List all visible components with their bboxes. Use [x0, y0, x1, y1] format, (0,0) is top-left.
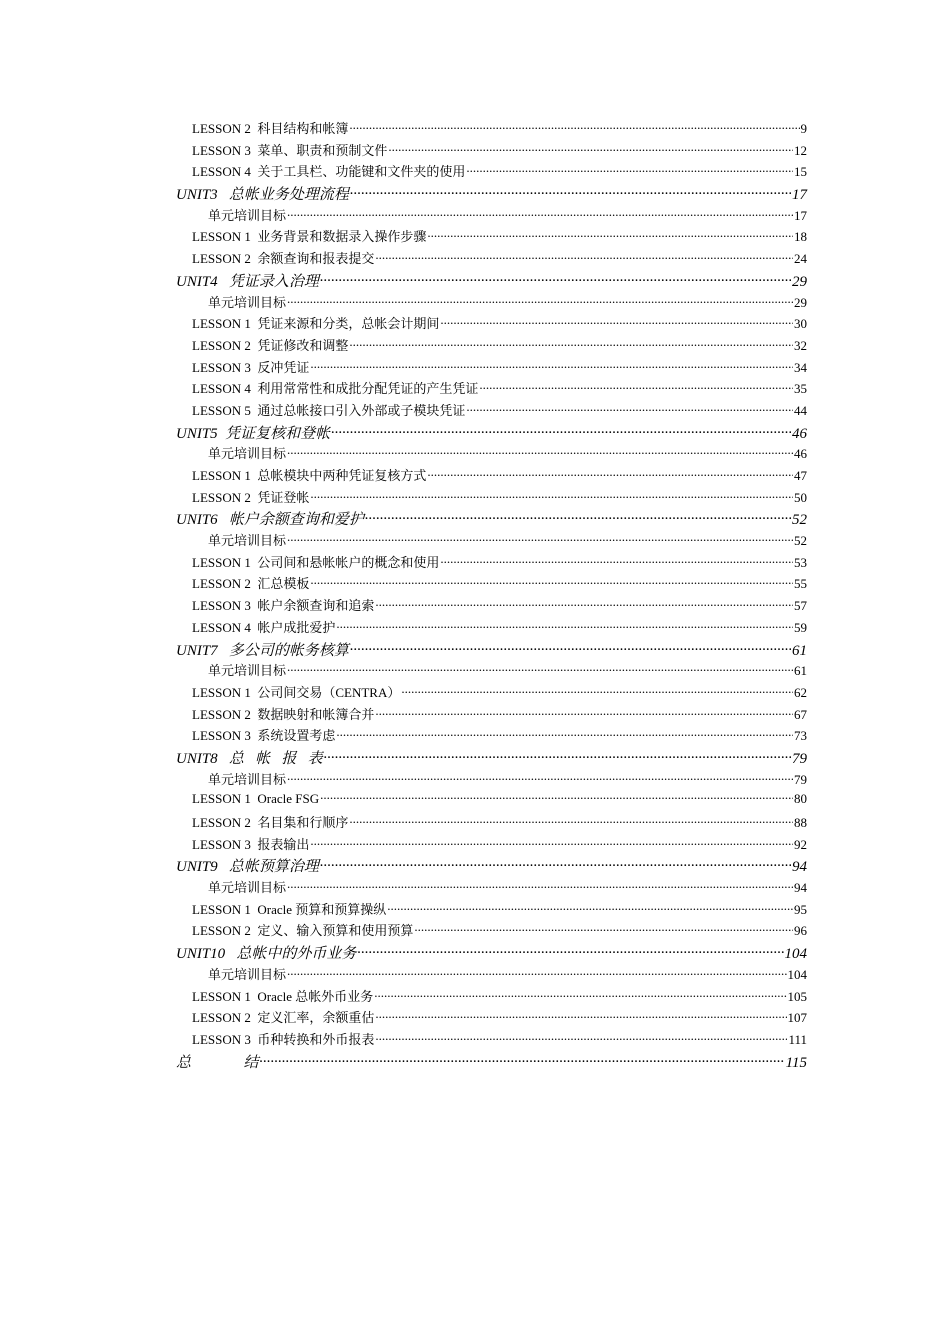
toc-entry-title: LESSON 3 菜单、职责和预制文件	[192, 142, 388, 158]
toc-page-number: 46	[794, 446, 807, 462]
toc-unit-entry[interactable]	[0, 639, 807, 661]
toc-page-number: 17	[794, 207, 807, 223]
dot-leader	[427, 467, 793, 480]
toc-lesson-entry[interactable]	[0, 899, 807, 921]
toc-lesson-entry[interactable]	[0, 704, 807, 726]
dot-leader	[414, 922, 793, 935]
toc-entry-title: LESSON 3 报表输出	[192, 836, 310, 852]
toc-objective-entry[interactable]	[0, 530, 807, 552]
toc-lesson-entry[interactable]	[0, 313, 807, 335]
toc-entry-title: 单元培训目标	[208, 207, 287, 223]
dot-leader	[320, 790, 793, 803]
toc-page-number: 44	[794, 402, 807, 418]
dot-leader	[349, 337, 793, 350]
toc-entry-title: LESSON 2 凭证登帐	[192, 489, 310, 505]
toc-unit-entry[interactable]	[0, 270, 807, 292]
toc-page-number: 9	[800, 121, 807, 136]
toc-page-number: 115	[785, 1054, 807, 1071]
toc-entry-title: LESSON 2 数据映射和帐簿合并	[192, 706, 375, 722]
toc-page-number: 111	[788, 1031, 807, 1047]
dot-leader	[440, 315, 793, 328]
dot-leader	[310, 575, 793, 588]
toc-entry-title: 单元培训目标	[208, 294, 287, 310]
toc-lesson-entry[interactable]	[0, 725, 807, 747]
toc-summary-entry[interactable]	[0, 1051, 807, 1073]
toc-entry-title: LESSON 2 科目结构和帐簿	[192, 121, 349, 136]
toc-page-number: 105	[787, 988, 807, 1004]
toc-lesson-entry[interactable]	[0, 118, 807, 140]
toc-page-number: 61	[792, 642, 807, 659]
dot-leader	[375, 1009, 786, 1022]
dot-leader	[287, 532, 793, 545]
dot-leader	[387, 901, 793, 914]
toc-lesson-entry[interactable]	[0, 1007, 807, 1029]
dot-leader	[310, 489, 793, 502]
toc-lesson-entry[interactable]	[0, 357, 807, 379]
dot-leader	[357, 943, 783, 958]
toc-unit-entry[interactable]	[0, 855, 807, 877]
toc-lesson-entry[interactable]	[0, 573, 807, 595]
toc-page-number: 95	[794, 901, 807, 917]
dot-leader	[427, 228, 793, 241]
toc-page-number: 32	[794, 337, 807, 353]
toc-objective-entry[interactable]	[0, 660, 807, 682]
toc-entry-title: UNIT8 总 帐 报 表	[176, 750, 323, 767]
dot-leader	[479, 380, 793, 393]
toc-page-number: 61	[794, 663, 807, 679]
toc-page-number: 94	[792, 859, 807, 876]
dot-leader	[374, 988, 786, 1001]
toc-lesson-entry[interactable]	[0, 812, 807, 834]
toc-page-number: 104	[784, 946, 807, 963]
toc-page-number: 18	[794, 229, 807, 245]
toc-page-number: 62	[794, 684, 807, 700]
toc-page-number: 96	[794, 923, 807, 939]
toc-objective-entry[interactable]	[0, 769, 807, 791]
toc-unit-entry[interactable]	[0, 942, 807, 964]
dot-leader	[287, 294, 793, 307]
toc-page-number: 15	[794, 164, 807, 180]
dot-leader	[375, 597, 793, 610]
dot-leader	[336, 727, 793, 740]
dot-leader	[320, 856, 791, 871]
dot-leader	[320, 271, 791, 286]
toc-page-number: 88	[794, 815, 807, 830]
toc-objective-entry[interactable]	[0, 964, 807, 986]
toc-entry-title: 单元培训目标	[208, 771, 287, 787]
toc-entry-title: LESSON 4 利用常常性和成批分配凭证的产生凭证	[192, 381, 479, 397]
toc-entry-title: LESSON 4 关于工具栏、功能键和文件夹的使用	[192, 164, 466, 180]
toc-page-number: 80	[794, 791, 807, 807]
toc-page-number: 104	[787, 966, 807, 982]
toc-lesson-entry[interactable]	[0, 920, 807, 942]
toc-objective-entry[interactable]	[0, 877, 807, 899]
toc-entry-title: UNIT10 总帐中的外币业务	[176, 946, 357, 963]
toc-entry-title: 单元培训目标	[208, 966, 287, 982]
dot-leader	[349, 814, 793, 827]
dot-leader	[260, 1052, 785, 1067]
toc-lesson-entry[interactable]	[0, 487, 807, 509]
dot-leader	[375, 1031, 787, 1044]
dot-leader	[350, 184, 791, 199]
toc-page-number: 52	[794, 533, 807, 549]
dot-leader	[375, 250, 793, 263]
toc-entry-title: 单元培训目标	[208, 880, 287, 896]
toc-page-number: 29	[794, 294, 807, 310]
toc-lesson-entry[interactable]	[0, 790, 807, 812]
toc-entry-title: LESSON 1 凭证来源和分类，总帐会计期间	[192, 316, 440, 332]
toc-lesson-entry[interactable]	[0, 552, 807, 574]
dot-leader	[287, 879, 793, 892]
dot-leader	[287, 207, 793, 220]
toc-objective-entry[interactable]	[0, 443, 807, 465]
dot-leader	[287, 445, 793, 458]
toc-page-number: 55	[794, 576, 807, 592]
toc-entry-title: LESSON 1 Oracle 预算和预算操纵	[192, 901, 387, 917]
toc-lesson-entry[interactable]	[0, 161, 807, 183]
toc-page-number: 57	[794, 598, 807, 614]
toc-page-number: 30	[794, 316, 807, 332]
toc-entry-title: LESSON 2 定义、输入预算和使用预算	[192, 923, 414, 939]
toc-entry-title: LESSON 4 帐户成批爱护	[192, 619, 336, 635]
toc-entry-title: 单元培训目标	[208, 446, 287, 462]
toc-lesson-entry[interactable]	[0, 617, 807, 639]
dot-leader	[440, 554, 793, 567]
toc-entry-title: LESSON 2 汇总模板	[192, 576, 310, 592]
toc-page-number: 47	[794, 468, 807, 483]
toc-unit-entry[interactable]	[0, 508, 807, 530]
dot-leader	[466, 402, 793, 415]
dot-leader	[365, 509, 791, 524]
toc-page-number: 79	[794, 771, 807, 787]
toc-objective-entry[interactable]	[0, 205, 807, 227]
toc-lesson-entry[interactable]	[0, 595, 807, 617]
toc-entry-title: LESSON 2 名目集和行顺序	[192, 815, 349, 830]
toc-lesson-entry[interactable]	[0, 834, 807, 856]
toc-page-number: 79	[792, 750, 807, 767]
toc-entry-title: LESSON 3 帐户余额查询和追索	[192, 598, 375, 614]
dot-leader	[336, 619, 793, 632]
toc-lesson-entry[interactable]	[0, 226, 807, 248]
toc-page-number: 92	[794, 836, 807, 852]
toc-lesson-entry[interactable]	[0, 465, 807, 487]
dot-leader	[287, 662, 793, 675]
toc-entry-title: LESSON 5 通过总帐接口引入外部或子模块凭证	[192, 402, 466, 418]
toc-page-number: 17	[792, 187, 807, 204]
toc-lesson-entry[interactable]	[0, 140, 807, 162]
dot-leader	[466, 163, 793, 176]
toc-entry-title: LESSON 1 Oracle 总帐外币业务	[192, 988, 374, 1004]
toc-entry-title: UNIT5 凭证复核和登帐	[176, 425, 331, 442]
dot-leader	[310, 359, 793, 372]
dot-leader	[350, 640, 791, 655]
toc-entry-title: 总 结	[176, 1054, 259, 1071]
toc-entry-title: 单元培训目标	[208, 663, 287, 679]
toc-page-number: 12	[794, 142, 807, 158]
toc-entry-title: LESSON 3 反冲凭证	[192, 359, 310, 375]
dot-leader	[388, 142, 793, 155]
dot-leader	[287, 966, 786, 979]
toc-entry-title: UNIT6 帐户余额查询和爱护	[176, 512, 364, 529]
toc-entry-title: LESSON 3 系统设置考虑	[192, 728, 336, 744]
toc-page-number: 59	[794, 619, 807, 635]
toc-entry-title: LESSON 1 业务背景和数据录入操作步骤	[192, 229, 427, 245]
toc-page-number: 24	[794, 251, 807, 267]
toc-entry-title: LESSON 1 Oracle FSG	[192, 791, 320, 807]
toc-lesson-entry[interactable]	[0, 986, 807, 1008]
dot-leader	[287, 771, 793, 784]
toc-page-number: 46	[792, 425, 807, 442]
dot-leader	[349, 120, 799, 133]
toc-page-number: 94	[794, 880, 807, 896]
toc-page-number: 29	[792, 273, 807, 290]
toc-entry-title: LESSON 2 凭证修改和调整	[192, 337, 349, 353]
toc-entry-title: LESSON 3 币种转换和外币报表	[192, 1031, 375, 1047]
toc-entry-title: LESSON 2 余额查询和报表提交	[192, 251, 375, 267]
dot-leader	[375, 706, 793, 719]
toc-page-number: 67	[794, 706, 807, 722]
toc-page-number: 107	[787, 1010, 807, 1026]
toc-entry-title: 单元培训目标	[208, 533, 287, 549]
dot-leader	[324, 748, 791, 763]
toc-entry-title: LESSON 2 定义汇率，余额重估	[192, 1010, 375, 1026]
toc-page-number: 50	[794, 489, 807, 505]
toc-lesson-entry[interactable]	[0, 400, 807, 422]
toc-page-number: 35	[794, 381, 807, 397]
toc-lesson-entry[interactable]	[0, 1029, 807, 1051]
toc-lesson-entry[interactable]	[0, 335, 807, 357]
toc-page-number: 53	[794, 554, 807, 570]
dot-leader	[310, 836, 793, 849]
toc-entry-title: UNIT4 凭证录入治理	[176, 273, 319, 290]
toc-page-number: 34	[794, 359, 807, 375]
toc-entry-title: LESSON 1 公司间交易（CENTRA）	[192, 684, 401, 700]
toc-entry-title: UNIT9 总帐预算治理	[176, 859, 319, 876]
toc-page-number: 73	[794, 728, 807, 744]
toc-lesson-entry[interactable]	[0, 682, 807, 704]
dot-leader	[401, 684, 793, 697]
toc-lesson-entry[interactable]	[0, 248, 807, 270]
toc-unit-entry[interactable]	[0, 747, 807, 769]
toc-unit-entry[interactable]	[0, 183, 807, 205]
toc-unit-entry[interactable]	[0, 422, 807, 444]
toc-entry-title: UNIT7 多公司的帐务核算	[176, 642, 349, 659]
toc-entry-title: LESSON 1 公司间和悬帐帐户的概念和使用	[192, 554, 440, 570]
toc-lesson-entry[interactable]	[0, 378, 807, 400]
toc-objective-entry[interactable]	[0, 292, 807, 314]
table-of-contents	[0, 118, 950, 1072]
dot-leader	[331, 423, 791, 438]
toc-entry-title: LESSON 1 总帐模块中两种凭证复核方式	[192, 468, 427, 483]
toc-page-number: 52	[792, 512, 807, 529]
toc-entry-title: UNIT3 总帐业务处理流程	[176, 187, 349, 204]
